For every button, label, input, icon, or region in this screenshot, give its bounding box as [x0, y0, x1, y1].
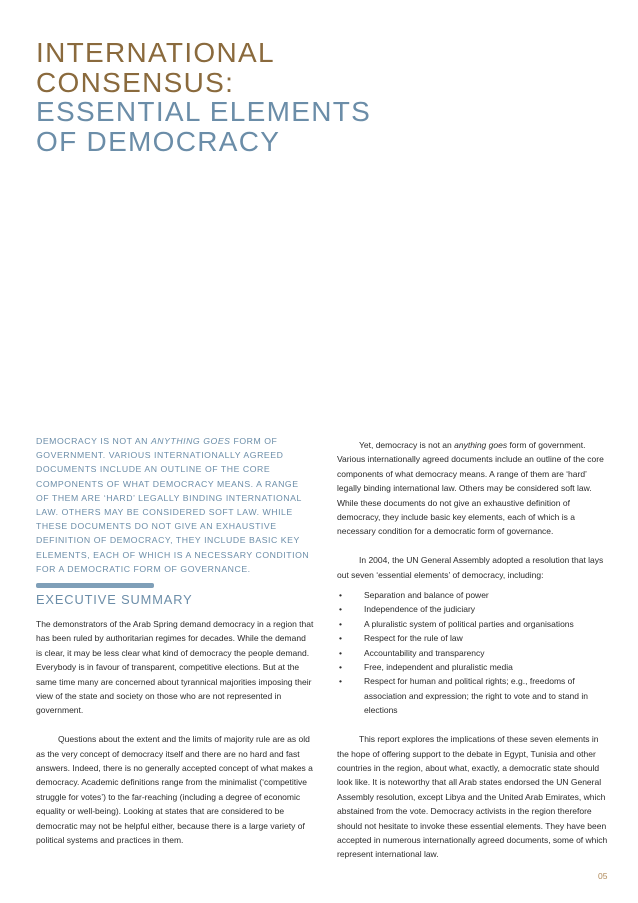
title-line-2: CONSENSUS: — [36, 66, 235, 98]
list-item: • Free, independent and pluralistic media — [337, 660, 609, 674]
lead-emphasis: ANYTHING GOES — [150, 436, 231, 446]
list-item: • Accountability and transparency — [337, 646, 609, 660]
title-line-3: ESSENTIAL ELEMENTS — [36, 96, 372, 127]
list-item: • Independence of the judiciary — [337, 602, 609, 616]
right-paragraph-1 — [337, 438, 609, 539]
summary-paragraph-1: The demonstrators of the Arab Spring demand democracy in a region that has been ruled by authoritarian regimes for decades. While the demand is clear, it may be less clear what kind of democracy the people demand. Everybody is in favour of transparent, competitive elections. But at the same time many are concerned about tyrannical majorities imposing their view of the state and society on those who are not represented in government. — [36, 619, 314, 716]
title-line-1: INTERNATIONAL — [36, 37, 275, 68]
right-para1-start: Yet, democracy is not an — [359, 440, 455, 450]
title-line-4: OF DEMOCRACY — [36, 125, 281, 157]
right-para1-end: form of government. Various internationally agreed documents include an outline of the core components of what democracy means. A range of them are ‘hard’ legally binding international law. Others may be considered soft law. While these documents do not give an exhaustive definition of democracy, they include basic key elements, each of which is a necessary condition for a democratic form of governance. — [337, 440, 604, 537]
lead-paragraph — [36, 434, 312, 576]
lead-part-2: FORM OF GOVERNMENT. VARIOUS INTERNATIONALLY AGREED DOCUMENTS INCLUDE AN OUTLINE OF THE CORE COMPONENTS OF WHAT DEMOCRACY MEANS. A RANGE OF THEM ARE ‘HARD’ LEGALLY BINDING INTERNATIONAL LAW. OTHERS MAY BE CONSIDERED SOFT LAW. WHILE THESE DOCUMENTS DO NOT GIVE AN EXHAUSTIVE DEFINITION OF DEMOCRACY, THEY INCLUDE BASIC KEY ELEMENTS, EACH OF WHICH IS A NECESSARY CONDITION FOR A DEMOCRATIC FORM OF GOVERNANCE. — [36, 436, 310, 574]
essential-elements-list — [337, 588, 609, 718]
list-item: • A pluralistic system of political parties and organisations — [337, 617, 609, 631]
list-item: • Separation and balance of power — [337, 588, 609, 602]
page-number: 05 — [598, 871, 608, 881]
lead-part-1: DEMOCRACY IS NOT AN — [36, 436, 151, 446]
page-title — [36, 38, 371, 156]
executive-summary-heading: EXECUTIVE SUMMARY — [36, 592, 193, 607]
summary-paragraph-2: Questions about the extent and the limits of majority rule are as old as the very concept of democracy itself and there are no hard and fast answers. Indeed, there is no generally accepted concept of what makes a democracy. Academic definitions range from the minimalist (‘competitive struggle for votes’) to the far-reaching (including a degree of economic equality or well-being). Looking at states that are considered to be democratic may not be helpful either, because there is a large variety of political systems and practices in them. — [36, 734, 313, 846]
right-para1-emphasis: anything goes — [454, 440, 508, 450]
section-divider — [36, 583, 154, 588]
list-item: • Respect for the rule of law — [337, 631, 609, 645]
right-paragraph-3: This report explores the implications of these seven elements in the hope of offering support to the debate in Egypt, Tunisia and other countries in the region, about what, exactly, a democratic state should look like. It is noteworthy that all Arab states endorsed the UN General Assembly resolution, except Libya and the United Arab Emirates, which abstained from the vote. Democracy activists in the region therefore should not hesitate to invoke these essential elements. They have been accepted in numerous internationally agreed documents, some of which represent international law. — [337, 734, 608, 860]
list-item: • Respect for human and political rights; e.g., freedoms of association and expression; the right to vote and to stand in elections — [337, 674, 609, 717]
right-paragraph-2: In 2004, the UN General Assembly adopted a resolution that lays out seven ‘essential elements’ of democracy, including: — [337, 555, 604, 580]
left-column-body — [36, 617, 314, 847]
right-column-body — [337, 438, 609, 862]
